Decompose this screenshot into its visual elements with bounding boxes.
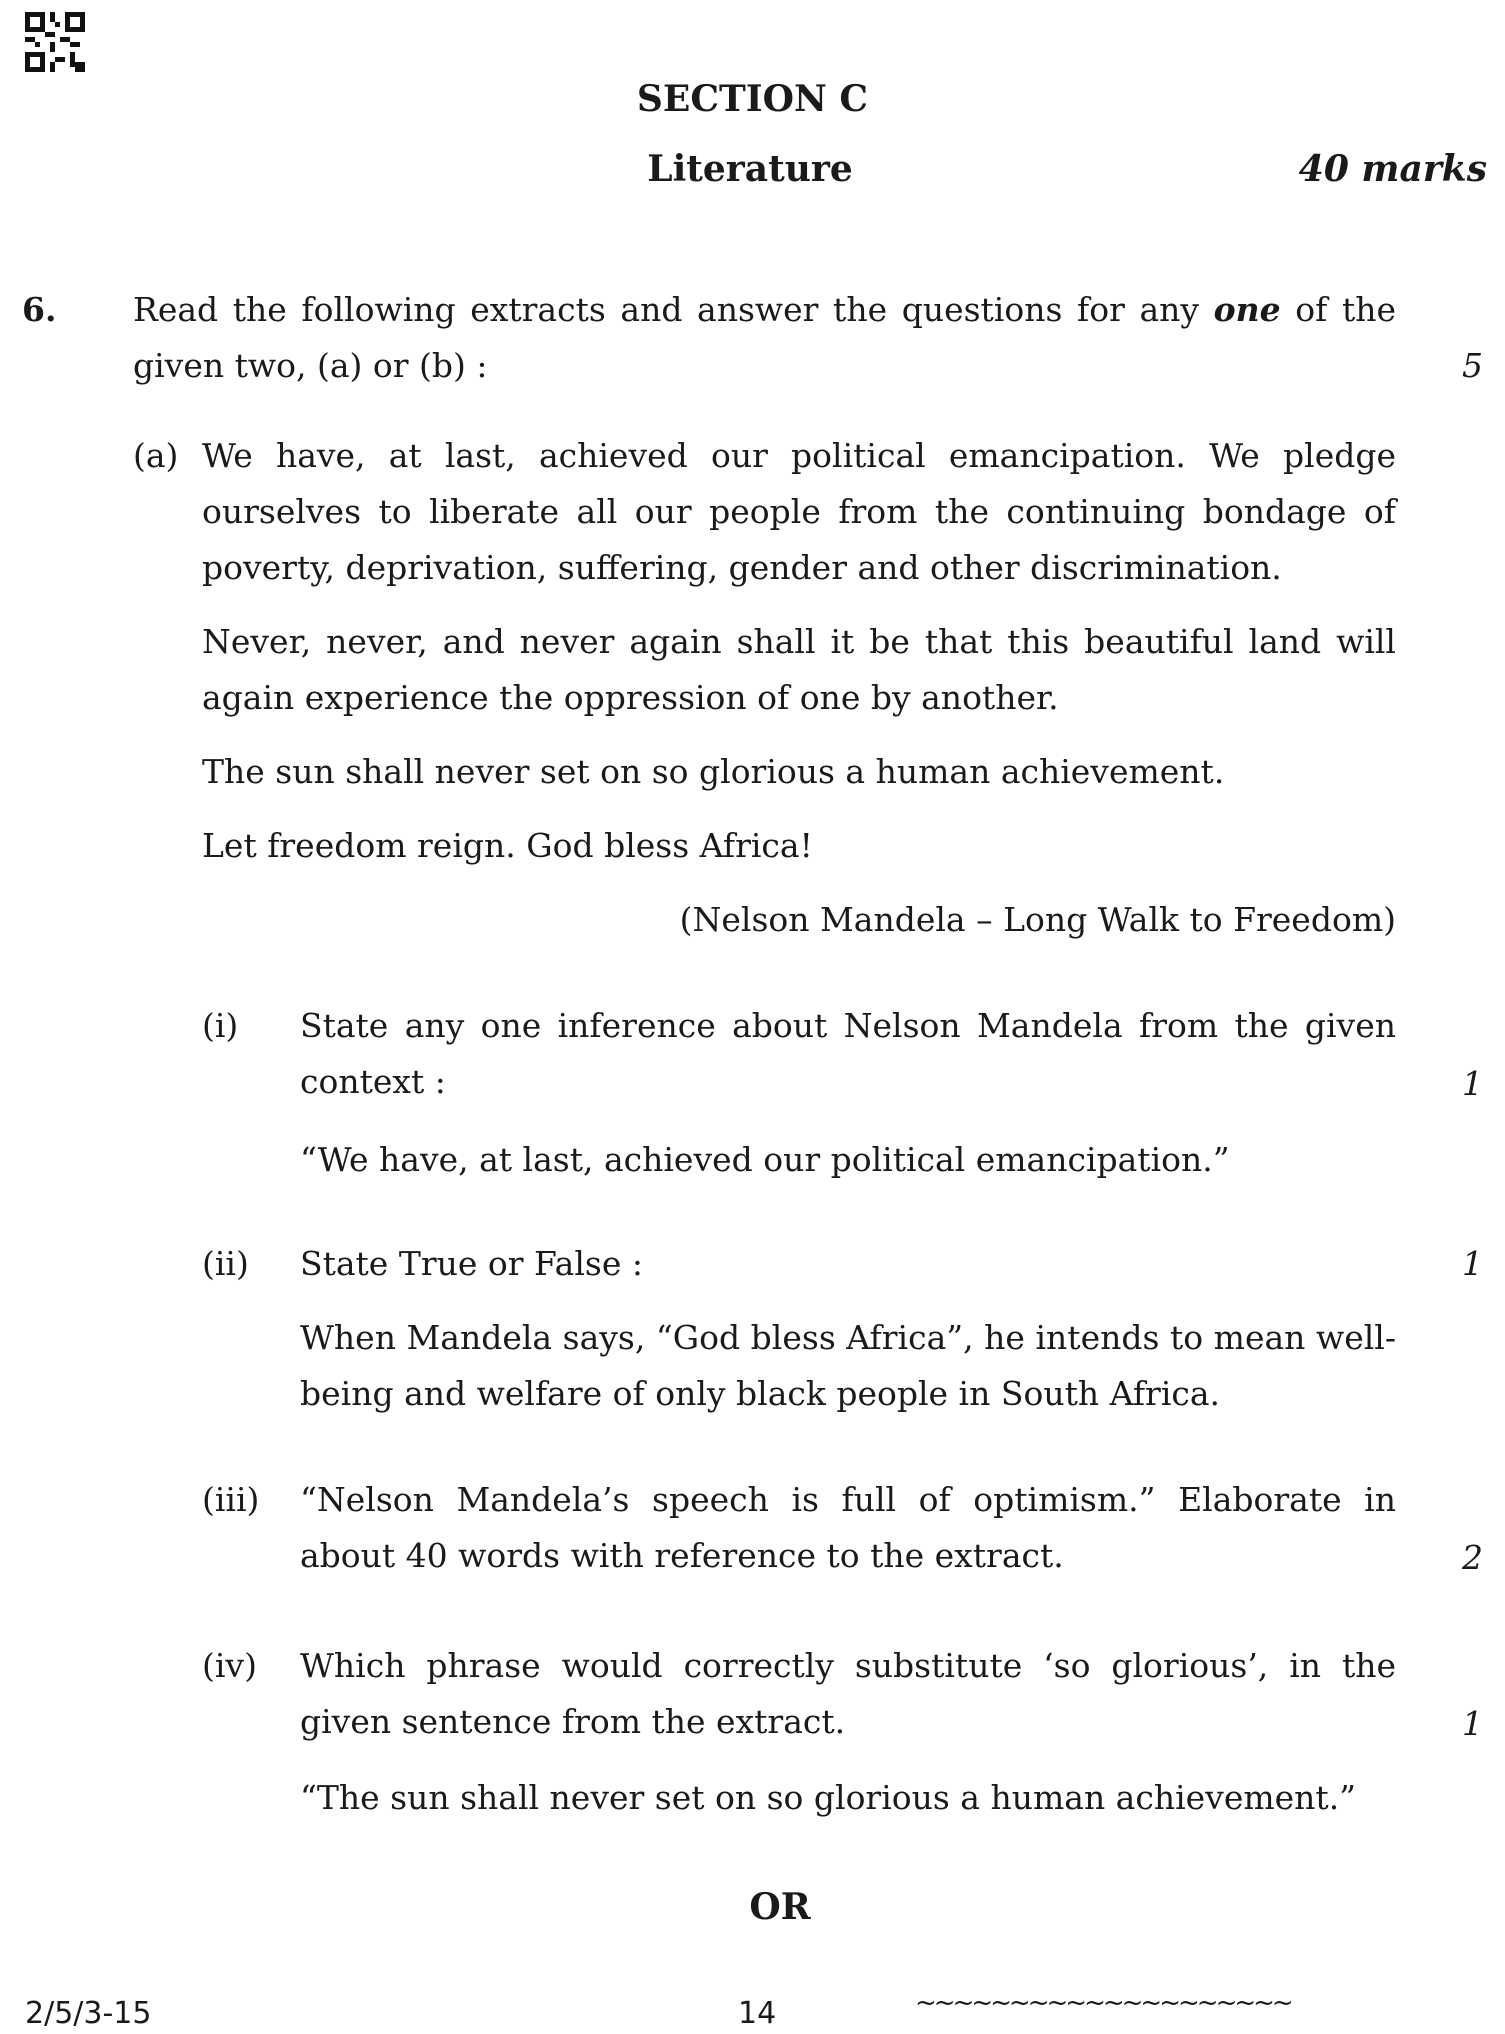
- subq-2-marks: 1: [1462, 1244, 1483, 1283]
- subq-1-quote: “We have, at last, achieved our political emancipation.”: [300, 1140, 1230, 1179]
- subq-3-num: (iii): [202, 1480, 260, 1519]
- instruction-pre: Read the following extracts and answer the questions for any: [133, 290, 1214, 329]
- subq-4-marks: 1: [1462, 1704, 1483, 1743]
- subq-2-quote: When Mandela says, “God bless Africa”, he intends to mean well-being and welfare of only black people in South Africa.: [300, 1318, 1396, 1413]
- section-subtitle: Literature: [647, 148, 853, 190]
- qr-code-icon: [25, 12, 85, 72]
- extract-para-1: We have, at last, achieved our political emancipation. We pledge ourselves to liberate all our people from the continuing bondage of poverty, deprivation, suffering, gender and other discrimination.: [202, 436, 1396, 587]
- subq-1-text: State any one inference about Nelson Mandela from the given context :: [300, 1006, 1396, 1101]
- section-marks: 40 marks: [1298, 148, 1487, 190]
- extract-para-2: Never, never, and never again shall it be that this beautiful land will again experience the oppression of one by another.: [202, 622, 1396, 717]
- instruction-post: of the: [1280, 290, 1396, 329]
- question-instruction-line2: given two, (a) or (b) :: [133, 346, 488, 385]
- subq-4-text: Which phrase would correctly substitute ‘so glorious’, in the given sentence from the extract.: [300, 1646, 1396, 1741]
- subq-1-marks: 1: [1462, 1064, 1483, 1103]
- subq-3-marks: 2: [1462, 1538, 1483, 1577]
- subq-1-num: (i): [202, 1006, 239, 1045]
- subq-2-text: State True or False :: [300, 1244, 643, 1283]
- extract-para-3: The sun shall never set on so glorious a human achievement.: [202, 752, 1225, 791]
- extract-para-4: Let freedom reign. God bless Africa!: [202, 826, 813, 865]
- subq-2-num: (ii): [202, 1244, 249, 1283]
- question-number: 6.: [22, 290, 57, 329]
- extract-source: (Nelson Mandela – Long Walk to Freedom): [679, 900, 1396, 939]
- instruction-emphasis: one: [1213, 290, 1281, 329]
- subq-4-quote: “The sun shall never set on so glorious a human achievement.”: [300, 1778, 1357, 1817]
- section-title: SECTION C: [636, 78, 869, 120]
- question-instruction: [133, 282, 1396, 338]
- footer-code: 2/5/3-15: [25, 1996, 152, 2031]
- footer-squiggle: ~~~~~~~~~~~~~~~~~~~~: [915, 1988, 1291, 2018]
- subq-4-num: (iv): [202, 1646, 257, 1685]
- or-divider: OR: [749, 1886, 811, 1928]
- subq-3-text: “Nelson Mandela’s speech is full of optimism.” Elaborate in about 40 words with reference to the extract.: [300, 1480, 1396, 1575]
- footer-page-number: 14: [738, 1996, 777, 2031]
- question-marks: 5: [1462, 346, 1483, 385]
- extract-label: (a): [133, 436, 179, 475]
